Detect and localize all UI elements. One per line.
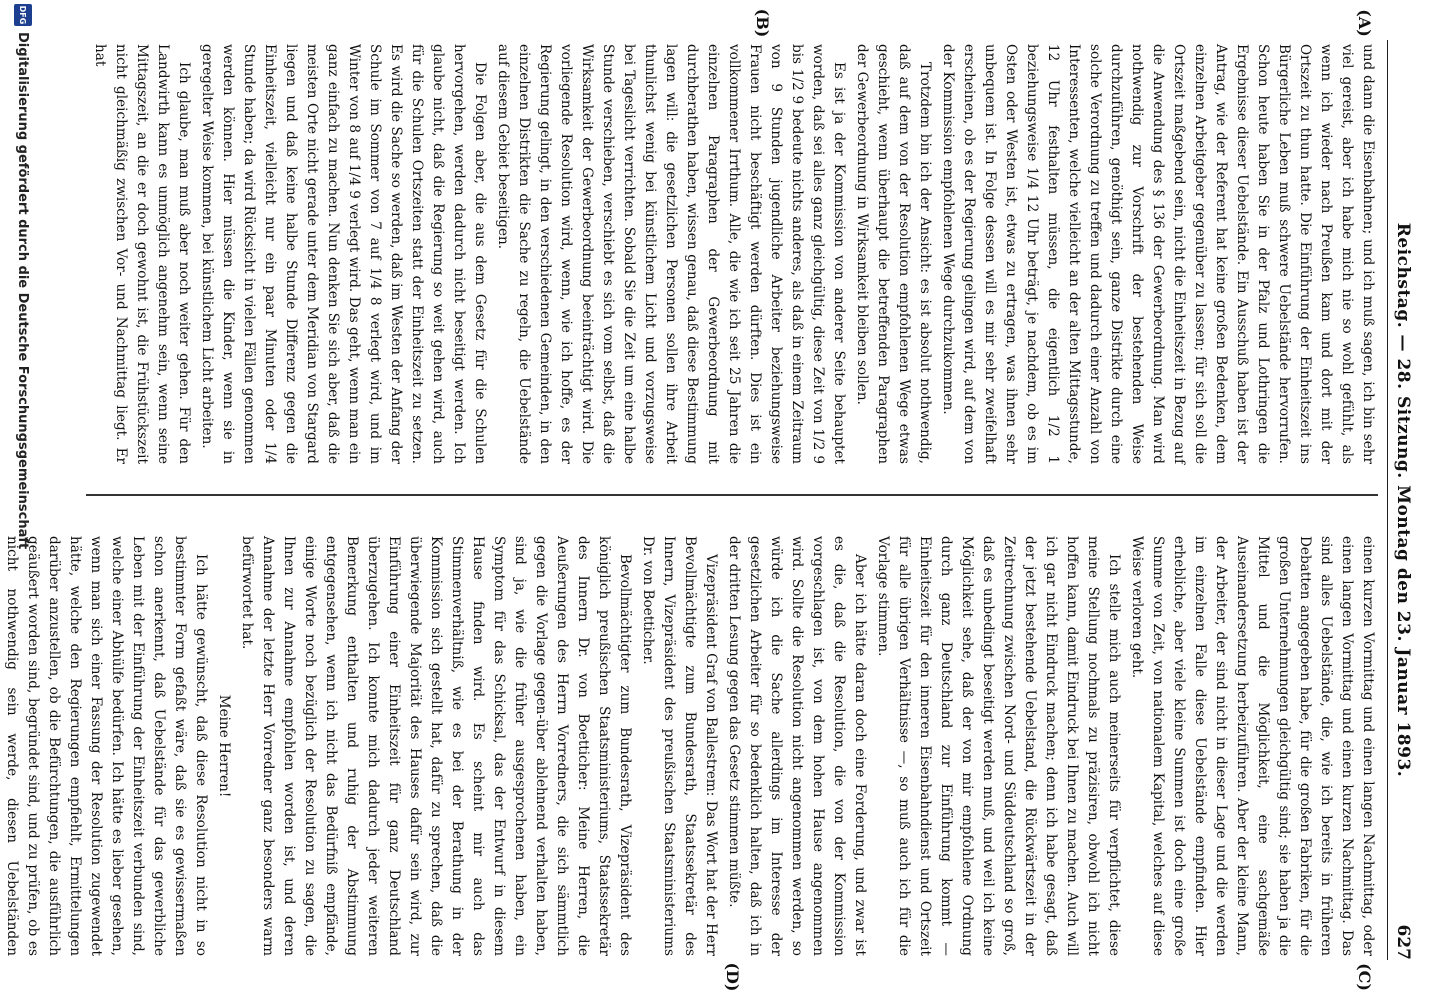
left-paragraph: und dann die Eisenbahnen; und ich muß sagen, ich bin sehr viel gereist, aber ich habe mich nie so wohl gefühlt, als wenn ich wieder nach Preußen kam und dort mit der Ortszeit zu thun hatte. Die Einführung der Einheitszeit ins Bürgerliche Leben muß schwere Uebelstände hervorrufen. Schon heute haben Sie in der Pfalz und Lothringen die Ergebnisse dieser Uebelstände. Ein Ausschuß haben ist der Antrag, wie der Referent hat keine großen Bedenken, dem einzelnen Arbeitgeber gegenüber zu lassen; für sich soll die Ortszeit maßgebend sein, nicht die Einheitszeit in Bezug auf die Anwendung des § 136 der Gewerbeordnung. Man wird nothwendig zur Vorschrift der bestehenden Weise durchzuführen, genöthigt sein, ganze Distrikte durch eine solche Verordnung zu treffen und dadurch einer Anzahl von Interessenten, welche vielleicht an der alten Mittagsstunde, 12 Uhr festhalten müssen, die eigentlich 1/2 1 beziehungsweise 1/4 12 Uhr beträgt, je nachdem, ob es im Osten oder Westen ist, etwas zu ertragen, was ihnen sehr unbequem ist. In Folge dessen will es mir sehr zweifelhaft erscheinen, ob es der Regierung gelingen wird, auf dem von der Kommission empfohlenen Wege durchzukommen. (940, 44, 1376, 464)
margin-mark-a: (A) (1355, 9, 1374, 37)
page-number: 627 (1393, 924, 1413, 960)
right-paragraph: Ich stelle mich auch meinerseits für verpflichtet, diese meine Stellung nochmals zu präzisiren, obwohl ich nicht hoffen kann, damit Eindruck bei Ihnen zu machen. Auch will ich gar nicht Eindruck machen; denn ich habe gesagt, daß der jetzt bestehende Uebelstand, die Rückwärtszeit in der Zeitrechnung zwischen Nord- und Süddeutschland so groß, daß es unbedingt beseitigt werden muß, und weil ich keine Möglichkeit sehe, daß der von mir empfohlene Ordnung durch ganz Deutschland zur Einführung kommt — Einheitszeit für den inneren Eisenbahndienst und Ortszeit für alle übrigen Verhältnisse —, so muß auch ich für die Vorlage stimmen. (875, 536, 1122, 956)
left-paragraph: Ich glaube, man muß aber noch weiter gehen. Für den Landwirth kann es unmöglich angenehm sein, wenn seine Mittagszeit, an die er doch gewohnt ist, die Frühstückszeit nicht gleichmäßig zwischen Vor- und Nachmittag liegt. Er hat (92, 44, 192, 464)
right-paragraph: Aber ich hätte daran doch eine Forderung, und zwar ist es die, daß die Resolution, die von der Kommission vorgeschlagen ist, von dem hohen Hause angenommen wird. Sollte die Resolution nicht angenommen werden, so würde ich die Sache allerdings im Interesse der gesetzlichen Arbeiter für so bedenklich halten, daß ich in der dritten Lesung gegen das Gesetz stimmen müßte. (726, 536, 868, 956)
header-title: Reichstag. — 28. Sitzung. Montag den 23. Januar 1893. (1393, 222, 1413, 778)
margin-mark-c: (C) (1355, 963, 1374, 991)
credit-text: Digitalisierung gefördert durch die Deutsche Forschungsgemeinschaft (15, 32, 31, 550)
salutation: Meine Herren! (216, 694, 232, 798)
left-column (92, 44, 1378, 464)
speaker-speech: Bevollmächtigter zum Bundesrath, Vizepräsident des königlich preußischen Staatsministeriums, Staatssekretär des Innern Dr. von Boetticher: Meine Herren, die Aeußerungen des Herrn Vorredners, die sich sämmtlich gegen die Vorlage gegen-über ablehnend verhalten haben, sind ja, wie die früher ausgesprochenen haben, ein Symptom für das Schicksal, das der Entwurf in diesem Hause finden wird. Es scheint mir auch das Stimmenverhältniß, wie es bei der Berathung in der Kommission sich gestellt hat, dafür zu sprechen, daß die überwiegende Majorität des Hauses dafür sein wird, zur Einführung einer Einheitszeit für ganz Deutschland überzugehen. Ich konnte mich dadurch jeder weiteren Bemerkung enthalten und ruhig der Abstimmung entgegensehen, wenn ich nicht das Bedürfniß empfände, einige Worte noch bezüglich der Resolution zu sagen, die Ihnen zur Annahme empfohlen worden ist, und deren Annahme der letzte Herr Vorredner ganz besonders warm befürwortet hat. (239, 536, 633, 956)
digitization-credit (10, 4, 36, 996)
running-header (1387, 40, 1418, 960)
column-divider (86, 494, 1378, 496)
speaker-introduction: Vizepräsident Graf von Ballestrem: Das Wort hat der Herr Bevollmächtigte zum Bundesrath, Staatssekretär des Innern, Vizepräsident des preußischen Staatsministeriums Dr. von Boetticher. (640, 536, 719, 956)
right-column (4, 536, 1378, 956)
dfg-logo-icon: DFG (14, 4, 32, 26)
right-paragraph: einen kurzen Vormittag und einen langen Nachmittag, oder einen langen Vormittag und einen kurzen Nachmittag. Das sind alles Uebelstände, die, wie ich bereits in früheren Debatten angegeben habe, für die großen Fabriken, für die großen Unternehmungen gleichgültig sind; sie haben ja die Mittel und die Möglichkeit, eine sachgemäße Auseinandersetzung herbeizuführen. Aber der kleine Mann, der Arbeiter, der sind nicht in dieser Lage und die werden im einzelnen Falle diese Uebelstände empfinden. Hier erhebliche, aber viele kleine Summen ist doch eine große Summe von Zeit, von nationalem Kapital, welches auf diese Weise verloren geht. (1129, 536, 1376, 956)
left-paragraph: Es ist ja der Kommission von anderer Seite behauptet worden, daß sei alles ganz gleichgültig, diese Zeit von 1/2 9 bis 1/2 9 bedeute nichts anderes, als daß in einem Zeitraum von 9 Stunden jugendliche Arbeiter beziehungsweise Frauen nicht beschäftigt werden dürften. Dies ist ein vollkommener Irrthum. Alle, die wie ich seit 25 Jahren die einzelnen Paragraphen der Gewerbeordnung mit durchberathen haben, wissen genau, daß diese Bestimmung lagen will: die gesetzlichen Personen sollen ihre Arbeit thunlichst wenig bei künstlichem Licht und vorzugsweise bei Tageslicht verrichten. Sobald Sie die Zeit um eine halbe Stunde verschieben, verschiebt es sich vom selbst, daß die Wirksamkeit der Gewerbeordnung beeinträchtigt wird. Die vorliegende Resolution wird, wenn, wie ich hoffe, es der Regierung gelingt, in den verschiedenen Gemeinden, in den einzelnen Distrikten die Sache zu regeln, die Uebelstände auf diesem Gebiet beseitigen. (495, 44, 847, 464)
left-paragraph: Die Folgen aber, die aus dem Gesetz für die Schulen hervorgehen, werden dadurch nicht beseitigt werden. Ich glaube nicht, daß die Regierung so weit gehen wird, auch für die Schulen Ortszeiten statt der Einheitszeit zu setzen. Es wird die Sache so werden, daß im Westen der Anfang der Schule im Sommer von 7 auf 1/4 8 verlegt wird, und im Winter von 8 auf 1/4 9 verlegt wird. Das geht, wenn man ein ganz einfach zu machen. Nun denken Sie sich aber, daß die meisten Orte nicht gerade unter dem Meridian von Stargard liegen und daß keine halbe Stunde Differenz gegen die Einheitszeit, vielleicht nur ein paar Minuten oder 1/4 Stunde haben; da wird Rücksicht in vielen Fällen genommen werden können. Hier müssen die Kinder, wenn sie in geregelter Weise kommen, bei künstlichem Licht arbeiten. (199, 44, 488, 464)
left-paragraph: Trotzdem bin ich der Ansicht: es ist absolut nothwendig, daß auf dem von der Resolution empfohlenen Wege etwas geschieht, wenn überhaupt die betreffenden Paragraphen der Gewerbeordnung in Wirksamkeit bleiben sollen. (854, 44, 933, 464)
margin-mark-d: (D) (723, 962, 742, 992)
right-paragraph: Ich hätte gewünscht, daß diese Resolution nicht in so bestimmter Form gefaßt wäre, daß sie es gewissermaßen schon anerkennt, daß Uebelstände für das gewerbliche Leben mit der Einführung der Einheitszeit verbunden sind, welche einer Abhülfe bedürfen. Ich hätte es lieber gesehen, wenn man sich einer Fassung der Resolution zugewendet hätte, welche den Regierungen empfiehlt, Ermittelungen darüber anzustellen, ob die Befürchtungen, die ausführlich geäußert worden sind, begründet sind, und zu prüfen, ob es nicht nothwendig sein werde, diesen Uebelständen (4, 536, 209, 956)
margin-mark-b: (B) (753, 8, 772, 38)
